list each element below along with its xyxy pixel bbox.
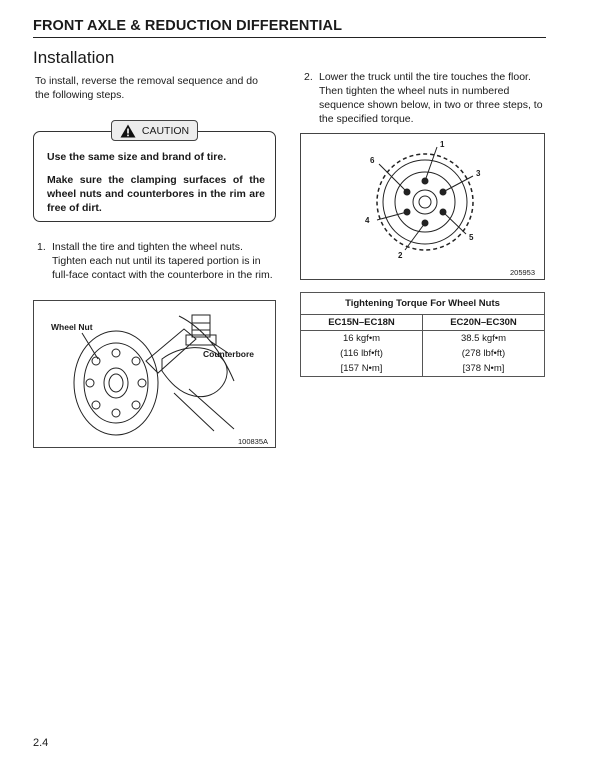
torque-table: [300, 292, 545, 377]
step-number: 2.: [304, 71, 313, 83]
table-row: [301, 346, 545, 362]
table-cell: (116 lbf•ft): [301, 346, 423, 362]
table-row: [301, 330, 545, 346]
table-cell: 38.5 kgf•m: [423, 330, 545, 346]
caution-box: [33, 124, 276, 222]
step-item: [304, 70, 544, 126]
warning-triangle-icon: [120, 124, 136, 138]
caution-line: Use the same size and brand of tire.: [47, 151, 227, 163]
table-header: EC15N–EC18N: [301, 315, 423, 331]
caution-badge: [111, 120, 198, 141]
caution-label: CAUTION: [141, 124, 190, 137]
table-title: Tightening Torque For Wheel Nuts: [301, 293, 545, 315]
wheel-nut-label: Wheel Nut: [51, 322, 93, 332]
nut-number: 4: [365, 216, 370, 225]
intro-paragraph: To install, reverse the removal sequence and do the following steps.: [35, 75, 258, 101]
nut-number: 5: [469, 233, 474, 242]
caution-line: Make sure the clamping surfaces of the wheel nuts and counterbores in the rim are free of dirt.: [47, 174, 265, 214]
figure-code: 205953: [510, 268, 536, 277]
step-text: Install the tire and tighten the wheel nuts. Tighten each nut until its tapered portion is in full-face contact with the counterbore in the rim.: [52, 241, 273, 281]
page-header-title: FRONT AXLE & REDUCTION DIFFERENTIAL: [33, 18, 343, 34]
nut-number: 2: [398, 251, 403, 260]
nut-number: 6: [370, 156, 375, 165]
nut-number: 3: [476, 169, 481, 178]
figure-code: 100835A: [238, 437, 269, 446]
step-text: Lower the truck until the tire touches the floor. Then tighten the wheel nuts in numbered sequence shown below, in two or three steps, to the specified torque.: [319, 71, 543, 125]
tightening-sequence-figure: [300, 133, 545, 280]
table-cell: [378 N•m]: [423, 361, 545, 377]
table-header: EC20N–EC30N: [423, 315, 545, 331]
step-number: 1.: [37, 241, 46, 253]
tire-illustration: [301, 134, 546, 281]
page-header: [33, 14, 546, 38]
counterbore-label: Counterbore: [203, 349, 254, 359]
table-cell: 16 kgf•m: [301, 330, 423, 346]
section-title: Installation: [33, 48, 115, 67]
nut-number: 1: [440, 140, 445, 149]
table-cell: [157 N•m]: [301, 361, 423, 377]
table-row: [301, 361, 545, 377]
wheel-nut-figure: [33, 300, 276, 448]
step-item: [37, 240, 277, 282]
page-number: 2.4: [33, 737, 49, 749]
table-cell: (278 lbf•ft): [423, 346, 545, 362]
